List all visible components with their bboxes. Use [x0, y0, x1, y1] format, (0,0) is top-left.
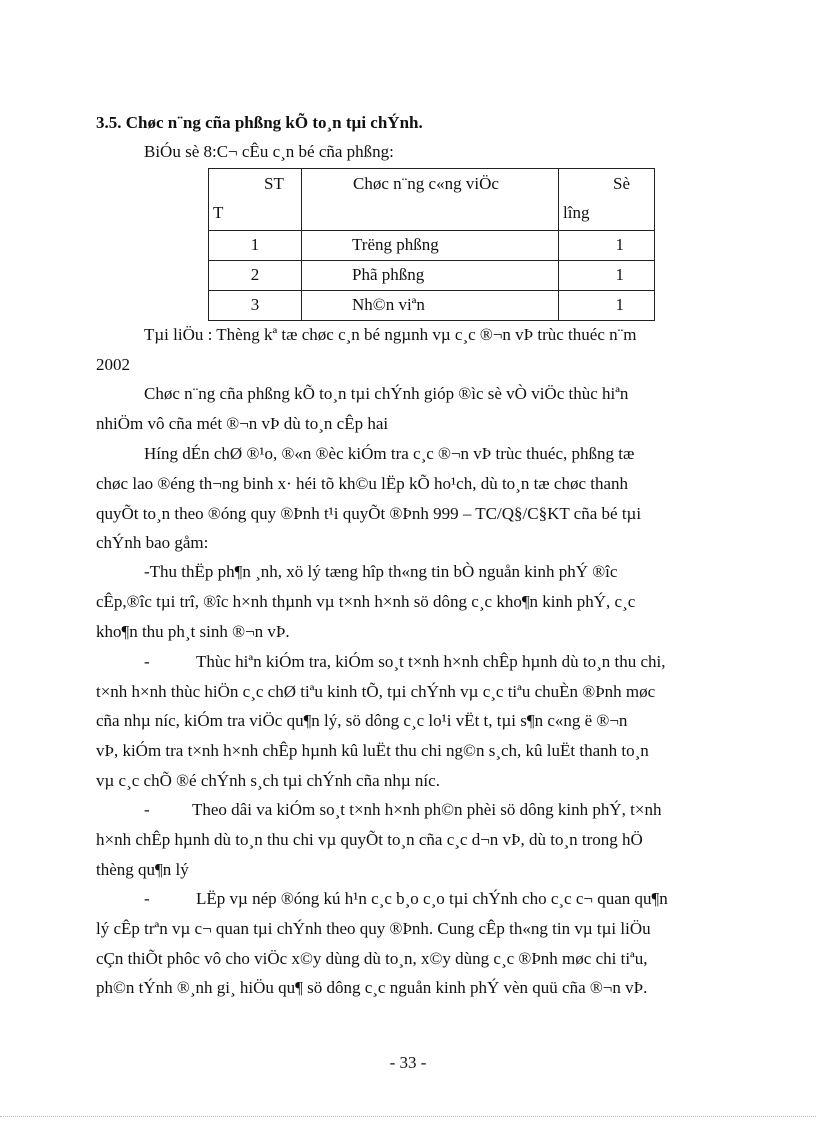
source-note: Tµi liÖu : Thèng kª tæ chøc c¸n bé ngµnh vµ c¸c ®¬n vÞ trùc thuéc n¨m — [144, 325, 637, 344]
source-note-year: 2002 — [96, 355, 130, 374]
row-stt: 1 — [209, 231, 302, 261]
header-stt-line1: ST — [264, 174, 284, 193]
bullet-dash: - — [144, 800, 150, 819]
paragraph-line: cña nhµ níc, kiÓm tra viÖc qu¶n lý, sö dông c¸c lo¹i vËt t, tµi s¶n c«ng ë ®¬n — [96, 711, 628, 730]
table-header-row — [209, 169, 655, 231]
paragraph-line: vÞ, kiÓm tra t×nh h×nh chÊp hµnh kû luËt thu chi ng©n s¸ch, kû luËt thanh to¸n — [96, 741, 649, 760]
header-stt-line2: T — [213, 203, 224, 222]
paragraph-line: LËp vµ nép ®óng kú h¹n c¸c b¸o c¸o tµi chÝnh cho c¸c c¬ quan qu¶n — [196, 889, 668, 908]
paragraph-line: Chøc n¨ng cña phßng kÕ to¸n tµi chÝnh gióp ®ìc sè vÒ viÖc thùc hiªn — [144, 384, 629, 403]
paragraph-line: -Thu thËp ph¶n ¸nh, xö lý tæng hîp th«ng tin bÒ nguån kinh phÝ ®îc — [144, 562, 618, 581]
row-count: 1 — [559, 291, 655, 321]
header-count-line1: Sè — [613, 174, 630, 193]
bullet-dash: - — [144, 652, 150, 671]
table-caption: BiÓu sè 8:C¬ cÊu c¸n bé cña phßng: — [144, 142, 394, 161]
paragraph-line: chÝnh bao gåm: — [96, 533, 209, 552]
paragraph-line: thèng qu¶n lý — [96, 860, 189, 879]
header-stt-cell — [209, 169, 302, 231]
paragraph-line: chøc lao ®éng th¬ng binh x· héi tõ kh©u lËp kÕ ho¹ch, dù to¸n tæ chøc thanh — [96, 474, 629, 493]
bullet-dash: - — [144, 889, 150, 908]
table-row — [209, 231, 655, 261]
paragraph-line: nhiÖm vô cña mét ®¬n vÞ dù to¸n cÊp hai — [96, 414, 389, 433]
row-stt: 2 — [209, 261, 302, 291]
header-function-cell — [302, 169, 559, 231]
paragraph-line: t×nh h×nh thùc hiÖn c¸c chØ tiªu kinh tÕ, tµi chÝnh vµ c¸c tiªu chuÈn ®Þnh møc — [96, 682, 656, 701]
row-count: 1 — [559, 261, 655, 291]
section-heading: 3.5. Chøc n¨ng cña phßng kÕ to¸n tµi chÝnh. — [96, 113, 423, 132]
paragraph-line: kho¶n thu ph¸t sinh ®¬n vÞ. — [96, 622, 290, 641]
table-row — [209, 291, 655, 321]
paragraph-line: h×nh chÊp hµnh dù to¸n thu chi vµ quyÕt to¸n cña c¸c d¬n vÞ, dù to¸n trong hÖ — [96, 830, 643, 849]
paragraph-line: lý cÊp trªn vµ c¬ quan tµi chÝnh theo quy ®Þnh. Cung cÊp th«ng tin vµ tµi liÖu — [96, 919, 651, 938]
paragraph-line: cÊp,®îc tµi trî, ®îc h×nh thµnh vµ t×nh h×nh sö dông c¸c kho¶n kinh phÝ, c¸c — [96, 592, 636, 611]
row-function: Phã phßng — [302, 261, 559, 291]
staff-structure-table — [208, 168, 655, 321]
paragraph-line: ph©n tÝnh ®¸nh gi¸ hiÖu qu¶ sö dông c¸c nguån kinh phÝ vèn quü cña ®¬n vÞ. — [96, 978, 648, 997]
row-stt: 3 — [209, 291, 302, 321]
paragraph-line: cÇn thiÕt phôc vô cho viÖc x©y dùng dù to¸n, x©y dùng c¸c ®Þnh møc chi tiªu, — [96, 949, 648, 968]
paragraph-line: Thùc hiªn kiÓm tra, kiÓm so¸t t×nh h×nh chÊp hµnh dù to¸n thu chi, — [196, 652, 666, 671]
paragraph-line: Híng dÉn chØ ®¹o, ®«n ®èc kiÓm tra c¸c ®¬n vÞ trùc thuéc, phßng tæ — [144, 444, 635, 463]
page-border — [0, 1116, 816, 1117]
row-function: Trëng phßng — [302, 231, 559, 261]
header-count-cell — [559, 169, 655, 231]
table-row — [209, 261, 655, 291]
row-function: Nh©n viªn — [302, 291, 559, 321]
row-count: 1 — [559, 231, 655, 261]
paragraph-line: Theo dâi va kiÓm so¸t t×nh h×nh ph©n phèi sö dông kinh phÝ, t×nh — [192, 800, 662, 819]
page-number: - 33 - — [389, 1053, 427, 1072]
header-function-label: Chøc n¨ng c«ng viÖc — [353, 174, 499, 193]
paragraph-line: vµ c¸c chÕ ®é chÝnh s¸ch tµi chÝnh cña nhµ níc. — [96, 771, 440, 790]
header-count-line2: lîng — [563, 203, 590, 222]
paragraph-line: quyÕt to¸n theo ®óng quy ®Þnh t¹i quyÕt ®Þnh 999 – TC/Q§/C§KT cña bé tµi — [96, 504, 642, 523]
